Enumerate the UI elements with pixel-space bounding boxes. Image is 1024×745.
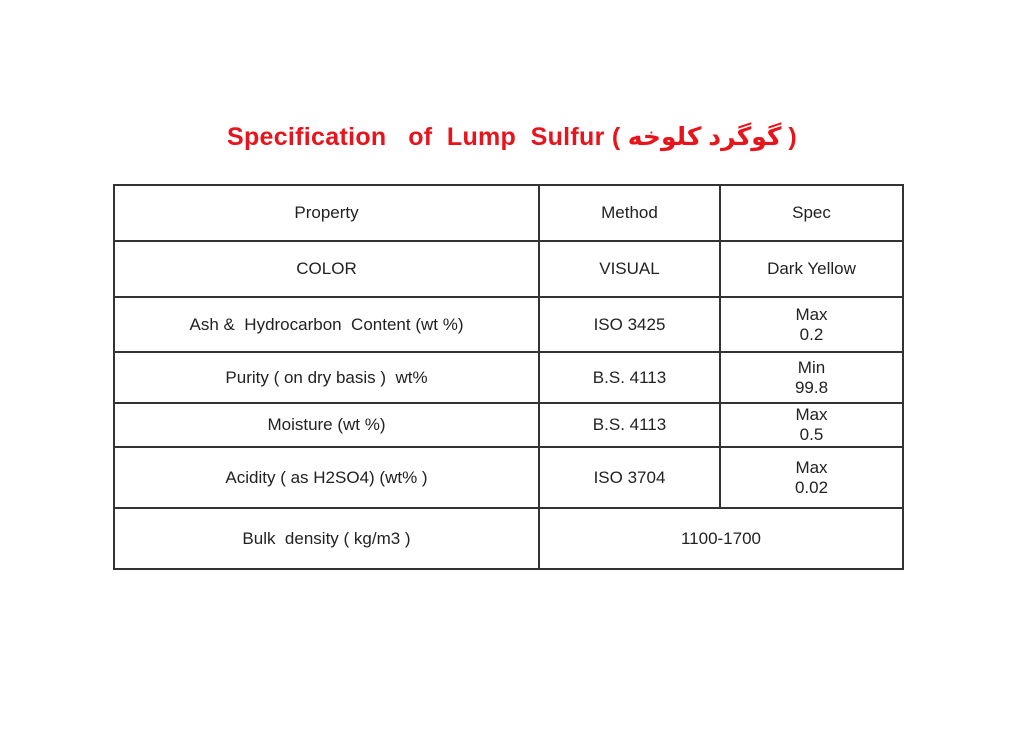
table-row-purity — [114, 352, 903, 403]
header-method: Method — [539, 185, 720, 241]
method-cell: ISO 3704 — [539, 447, 720, 508]
bulk-density-value-cell: 1100-1700 — [539, 508, 903, 569]
spec-limit-type: Max — [795, 405, 828, 424]
table-row-moisture — [114, 403, 903, 447]
method-cell: VISUAL — [539, 241, 720, 297]
property-cell: Ash & Hydrocarbon Content (wt %) — [114, 297, 539, 352]
spec-cell: Dark Yellow — [720, 241, 903, 297]
method-cell: B.S. 4113 — [539, 403, 720, 447]
spec-cell — [720, 447, 903, 508]
table-row-color — [114, 241, 903, 297]
method-cell: B.S. 4113 — [539, 352, 720, 403]
table-header-row — [114, 185, 903, 241]
property-cell: COLOR — [114, 241, 539, 297]
property-cell: Purity ( on dry basis ) wt% — [114, 352, 539, 403]
spec-cell — [720, 403, 903, 447]
spec-limit-type: Max — [795, 457, 828, 477]
header-spec: Spec — [720, 185, 903, 241]
specification-table — [113, 184, 904, 570]
table-row-ash-hydrocarbon — [114, 297, 903, 352]
table-row-bulk-density — [114, 508, 903, 569]
property-cell: Moisture (wt %) — [114, 403, 539, 447]
table-row-acidity — [114, 447, 903, 508]
spec-cell — [720, 352, 903, 403]
method-cell: ISO 3425 — [539, 297, 720, 352]
spec-limit-type: Min — [797, 357, 826, 377]
property-cell: Bulk density ( kg/m3 ) — [114, 508, 539, 569]
property-cell: Acidity ( as H2SO4) (wt% ) — [114, 447, 539, 508]
spec-limit-value: 0.2 — [799, 324, 824, 344]
spec-limit-value: 0.5 — [799, 425, 824, 444]
spec-limit-value: 99.8 — [794, 377, 829, 397]
header-property: Property — [114, 185, 539, 241]
spec-cell — [720, 297, 903, 352]
spec-limit-value: 0.02 — [794, 477, 829, 497]
spec-limit-type: Max — [795, 304, 828, 324]
document-title: Specification of Lump Sulfur ( گوگرد کلوخه ) — [226, 123, 798, 151]
